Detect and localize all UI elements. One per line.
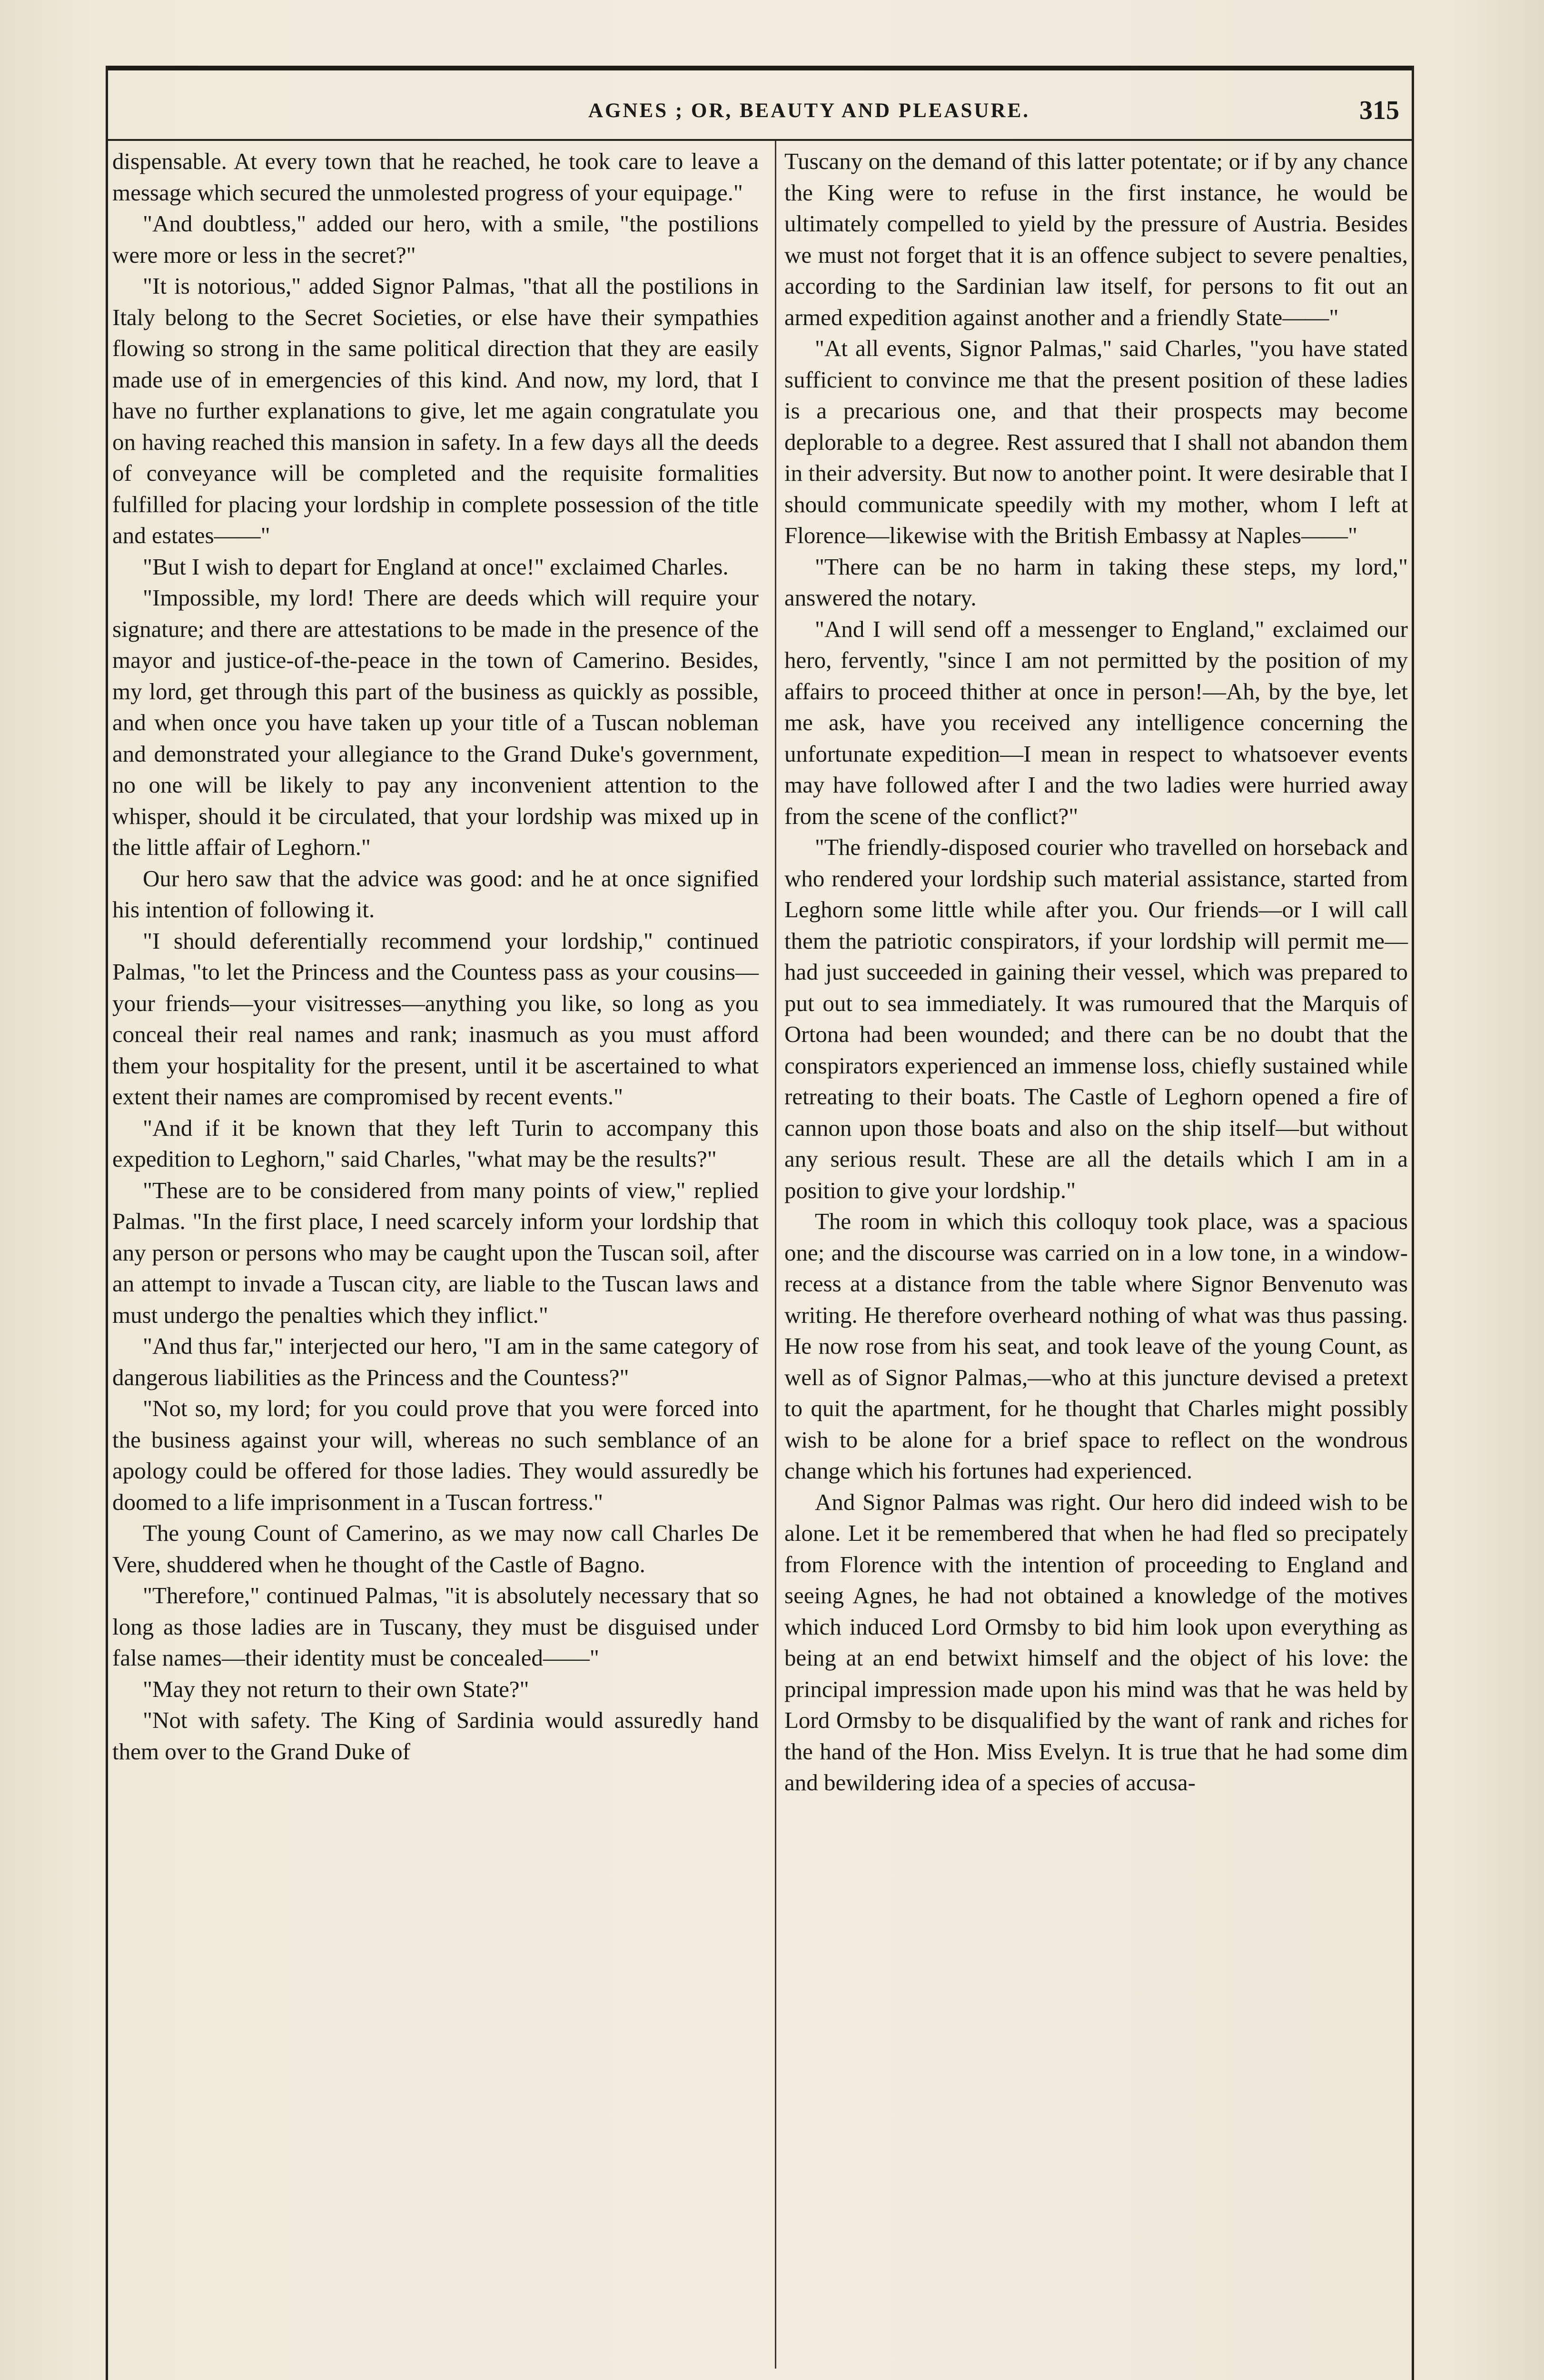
left-column: [112, 146, 759, 1767]
paragraph: "Impossible, my lord! There are deeds which will require your signature; and there are attestations to be made in the presence of the mayor and justice-of-the-peace in the town of Camerino. Besides, my lord, get through this part of the business as quickly as possible, and when once you have taken up your title of a Tuscan nobleman and demonstrated your allegiance to the Grand Duke's government, no one will be likely to pay any inconvenient attention to the whisper, should it be circulated, that your lordship was mixed up in the little affair of Leghorn.": [112, 585, 759, 860]
paragraph: "These are to be considered from many points of view," replied Palmas. "In the first place, I need scarcely inform your lordship that any person or persons who may be caught upon the Tuscan soil, after an attempt to invade a Tuscan city, are liable to the Tuscan laws and must undergo the penalties which they inflict.": [112, 1177, 759, 1328]
paragraph: "Not with safety. The King of Sardinia would assuredly hand them over to the Grand Duke of: [112, 1707, 759, 1765]
paragraph: "Not so, my lord; for you could prove that you were forced into the business against your will, whereas no such semblance of an apology could be offered for those ladies. They would assuredly be doomed to a life imprisonment in a Tuscan fortress.": [112, 1395, 759, 1515]
paragraph: dispensable. At every town that he reached, he took care to leave a message which secured the unmolested progress of your equipage.": [112, 148, 759, 206]
paragraph: The room in which this colloquy took place, was a spacious one; and the discourse was carried on in a low tone, in a window-recess at a distance from the table where Signor Benvenuto was writing. He therefore overheard nothing of what was thus passing. He now rose from his seat, and took leave of the young Count, as well as of Signor Palmas,—who at this juncture devised a pretext to quit the apartment, for he thought that Charles might possibly wish to be alone for a brief space to reflect on the wondrous change which his fortunes had experienced.: [784, 1208, 1408, 1484]
top-rule: [106, 66, 1414, 70]
paragraph: "It is notorious," added Signor Palmas, "that all the postilions in Italy belong to the Secret Societies, or else have their sympathies flowing so strong in the same political direction that they are easily made use of in emergencies of this kind. And now, my lord, that I have no further explanations to give, let me again congratulate you on having reached this mansion in safety. In a few days all the deeds of conveyance will be completed and the requisite formalities fulfilled for placing your lordship in complete possession of the title and estates——": [112, 273, 759, 548]
paragraph: "At all events, Signor Palmas," said Charles, "you have stated sufficient to convince me that the present position of these ladies is a precarious one, and that their prospects may become deplorable to a degree. Rest assured that I shall not abandon them in their adversity. But now to another point. It were desirable that I should communicate speedily with my mother, whom I left at Florence—likewise with the British Embassy at Naples——": [784, 335, 1408, 548]
paragraph: Our hero saw that the advice was good: and he at once signified his intention of following it.: [112, 865, 759, 922]
paragraph: "Therefore," continued Palmas, "it is absolutely necessary that so long as those ladies are in Tuscany, they must be disguised under false names—their identity must be concealed——": [112, 1582, 759, 1671]
header-rule: [106, 139, 1414, 141]
frame-left-rule: [106, 66, 108, 2380]
paragraph: "There can be no harm in taking these steps, my lord," answered the notary.: [784, 553, 1408, 611]
right-column: [784, 146, 1408, 1798]
paragraph: "But I wish to depart for England at once!" exclaimed Charles.: [143, 553, 729, 580]
paragraph: "And if it be known that they left Turin to accompany this expedition to Leghorn," said Charles, "what may be the results?": [112, 1114, 759, 1172]
paragraph: The young Count of Camerino, as we may now call Charles De Vere, shuddered when he thought of the Castle of Bagno.: [112, 1520, 759, 1577]
paragraph: "I should deferentially recommend your lordship," continued Palmas, "to let the Princess and the Countess pass as your cousins—your friends—your visitresses—anything you like, so long as you conceal their real names and rank; inasmuch as you must afford them your hospitality for the present, until it be ascertained to what extent their names are compromised by recent events.": [112, 927, 759, 1110]
paragraph: "And doubtless," added our hero, with a smile, "the postilions were more or less in the secret?": [112, 210, 759, 268]
page-number: 315: [1359, 96, 1399, 125]
paragraph: "And I will send off a messenger to England," exclaimed our hero, fervently, "since I am not permitted by the position of my affairs to proceed thither at once in person!—Ah, by the bye, let me ask, have you received any intelligence concerning the unfortunate expedition—I mean in respect to whatsoever events may have followed after I and the two ladies were hurried away from the scene of the conflict?": [784, 615, 1408, 829]
frame-right-rule: [1412, 66, 1414, 2380]
paragraph: And Signor Palmas was right. Our hero did indeed wish to be alone. Let it be remembered that when he had fled so precipately from Florence with the intention of proceeding to England and seeing Agnes, he had not obtained a knowledge of the motives which induced Lord Ormsby to bid him look upon everything as being at an end betwixt himself and the object of his love: the principal impression made upon his mind was that he was held by Lord Ormsby to be disqualified by the want of rank and riches for the hand of the Hon. Miss Evelyn. It is true that he had some dim and bewildering idea of a species of accusa-: [784, 1488, 1408, 1795]
running-title: AGNES ; OR, BEAUTY AND PLEASURE.: [588, 99, 1030, 122]
paragraph: "May they not return to their own State?": [143, 1676, 529, 1702]
paragraph: "The friendly-disposed courier who travelled on horseback and who rendered your lordship such material assistance, started from Leghorn some little while after you. Our friends—or I will call them the patriotic conspirators, if your lordship will permit me—had just succeeded in gaining their vessel, which was prepared to put out to sea immediately. It was rumoured that the Marquis of Ortona had been wounded; and there can be no doubt that the conspirators experienced an immense loss, chiefly sustained while retreating to their boats. The Castle of Leghorn opened a fire of cannon upon those boats and also on the ship itself—but without any serious result. These are all the details which I am in a position to give your lordship.": [784, 834, 1408, 1203]
paragraph: Tuscany on the demand of this latter potentate; or if by any chance the King were to refuse in the first instance, he would be ultimately compelled to yield by the pressure of Austria. Besides we must not forget that it is an offence subject to severe penalties, according to the Sardinian law itself, for persons to fit out an armed expedition against another and a friendly State——": [784, 148, 1408, 330]
paragraph: "And thus far," interjected our hero, "I am in the same category of dangerous liabilities as the Princess and the Countess?": [112, 1333, 759, 1390]
column-divider: [775, 141, 776, 2369]
